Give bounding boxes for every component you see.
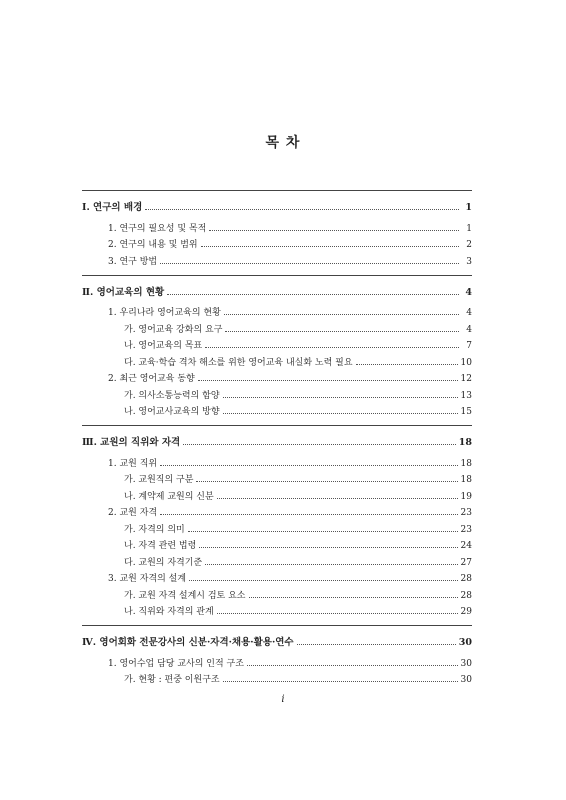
dot-leader — [189, 580, 458, 581]
toc-entry-page: 27 — [460, 557, 472, 568]
toc-entry-page: 12 — [460, 374, 472, 384]
toc-entry-label: 3. 연구 방법 — [108, 256, 158, 267]
toc-entry-label: 가. 의사소통능력의 함양 — [124, 390, 220, 401]
dot-leader — [198, 380, 458, 381]
toc-chapter-entry[interactable] — [82, 196, 472, 213]
dot-leader — [224, 314, 459, 315]
toc-entry[interactable] — [82, 669, 472, 686]
dot-leader — [223, 397, 458, 398]
dot-leader — [247, 665, 458, 666]
toc-entry-label: 1. 영어수업 담당 교사의 인적 구조 — [108, 658, 244, 669]
toc-entry[interactable] — [82, 302, 472, 319]
toc-entry-label: Ⅳ. 영어회화 전문강사의 신분·자격·채용·활용·연수 — [82, 637, 294, 648]
toc-entry[interactable] — [82, 502, 472, 519]
toc-entry-page: 1 — [466, 223, 472, 234]
dot-leader — [183, 444, 456, 445]
toc-entry-page: 24 — [460, 541, 472, 551]
dot-leader — [249, 597, 458, 598]
toc-entry-page: 29 — [460, 607, 472, 617]
toc-entry-label: 다. 교원의 자격기준 — [124, 557, 203, 568]
toc-entry-page: 3 — [466, 256, 472, 267]
toc-entry-page: 10 — [460, 357, 472, 368]
dot-leader — [188, 531, 458, 532]
toc-entry[interactable] — [82, 535, 472, 552]
dot-leader — [205, 564, 457, 565]
toc-entry[interactable] — [82, 518, 472, 535]
toc-entry-page: 18 — [460, 458, 472, 469]
toc-entry[interactable] — [82, 351, 472, 368]
dot-leader — [160, 263, 459, 264]
dot-leader — [160, 465, 457, 466]
toc-entry[interactable] — [82, 250, 472, 267]
page-number: i — [281, 694, 285, 705]
toc-entry[interactable] — [82, 452, 472, 469]
toc-entry-page: 30 — [458, 637, 472, 648]
toc-entry-page: 18 — [458, 437, 472, 448]
toc-entry-label: 다. 교육·학습 격차 해소를 위한 영어교육 내실화 노력 필요 — [124, 357, 353, 368]
dot-leader — [201, 246, 459, 247]
toc-entry[interactable] — [82, 652, 472, 669]
toc-entry-page: 4 — [465, 286, 472, 298]
toc-entry[interactable] — [82, 217, 472, 234]
toc-entry-label: 1. 교원 직위 — [108, 458, 158, 469]
toc-entry[interactable] — [82, 601, 472, 618]
toc-entry-page: 19 — [460, 491, 472, 502]
toc-entry-label: Ⅰ. 연구의 배경 — [82, 202, 143, 213]
dot-leader — [209, 230, 459, 231]
toc-entry[interactable] — [82, 568, 472, 585]
dot-leader — [223, 413, 458, 414]
toc-entry-page: 4 — [466, 324, 472, 335]
toc-section — [82, 190, 472, 267]
toc-entry[interactable] — [82, 234, 472, 251]
toc-entry[interactable] — [82, 469, 472, 486]
toc-entry[interactable] — [82, 584, 472, 601]
toc-entry-label: 가. 자격의 의미 — [124, 524, 185, 535]
toc-entry-page: 2 — [466, 240, 472, 250]
dot-leader — [196, 481, 457, 482]
toc-entry-label: Ⅲ. 교원의 직위와 자격 — [82, 437, 181, 448]
toc-entry-label: 가. 현황 : 편중 이원구조 — [124, 675, 220, 685]
toc-entry-page: 30 — [460, 675, 472, 685]
dot-leader — [356, 364, 458, 365]
toc-section — [82, 275, 472, 418]
toc-entry-label: 나. 자격 관련 법령 — [124, 541, 197, 551]
toc-entry-page: 1 — [465, 202, 472, 213]
toc-entry[interactable] — [82, 384, 472, 401]
toc-entry-label: 나. 직위와 자격의 관계 — [124, 607, 214, 617]
toc-entry-label: 나. 영어교사교육의 방향 — [124, 407, 220, 417]
toc-entry-label: 1. 연구의 필요성 및 목적 — [108, 223, 207, 234]
dot-leader — [217, 498, 458, 499]
toc-entry-label: 가. 교원 자격 설계시 검토 요소 — [124, 590, 246, 601]
toc-entry-page: 23 — [460, 524, 472, 535]
toc-entry-page: 13 — [460, 390, 472, 401]
dot-leader — [145, 209, 459, 210]
toc-entry-label: 2. 연구의 내용 및 범위 — [108, 240, 198, 250]
toc-section — [82, 625, 472, 685]
toc-entry-page: 15 — [460, 407, 472, 417]
toc-entry[interactable] — [82, 551, 472, 568]
dot-leader — [205, 347, 459, 348]
toc-entry-page: 28 — [460, 590, 472, 601]
toc-entry-label: 가. 교원직의 구분 — [124, 475, 194, 485]
table-of-contents — [82, 190, 472, 693]
dot-leader — [217, 613, 458, 614]
toc-chapter-entry[interactable] — [82, 431, 472, 448]
toc-entry[interactable] — [82, 318, 472, 335]
dot-leader — [223, 681, 458, 682]
toc-entry-page: 23 — [460, 508, 472, 518]
toc-entry-page: 18 — [460, 475, 472, 485]
toc-entry-label: 1. 우리나라 영어교육의 현황 — [108, 308, 221, 318]
toc-entry-page: 30 — [460, 658, 472, 669]
dot-leader — [199, 547, 457, 548]
toc-entry[interactable] — [82, 335, 472, 352]
toc-entry-label: 가. 영어교육 강화의 요구 — [124, 324, 223, 335]
toc-entry[interactable] — [82, 485, 472, 502]
toc-entry-label: 나. 계약제 교원의 신분 — [124, 491, 214, 502]
toc-entry-label: 나. 영어교육의 목표 — [124, 341, 203, 351]
dot-leader — [160, 514, 457, 515]
toc-chapter-entry[interactable] — [82, 631, 472, 648]
toc-entry-page: 28 — [460, 574, 472, 584]
toc-entry-page: 7 — [466, 341, 472, 351]
toc-entry-label: 2. 최근 영어교육 동향 — [108, 374, 195, 384]
toc-entry-page: 4 — [466, 308, 472, 318]
dot-leader — [225, 331, 459, 332]
toc-entry-label: Ⅱ. 영어교육의 현황 — [82, 286, 165, 298]
toc-entry-label: 3. 교원 자격의 설계 — [108, 574, 187, 584]
toc-section — [82, 425, 472, 617]
dot-leader — [297, 644, 456, 645]
toc-entry[interactable] — [82, 368, 472, 385]
toc-entry[interactable] — [82, 401, 472, 418]
toc-chapter-entry[interactable] — [82, 281, 472, 298]
toc-entry-label: 2. 교원 자격 — [108, 508, 158, 518]
page-title: 목 차 — [265, 135, 301, 151]
dot-leader — [167, 294, 459, 295]
